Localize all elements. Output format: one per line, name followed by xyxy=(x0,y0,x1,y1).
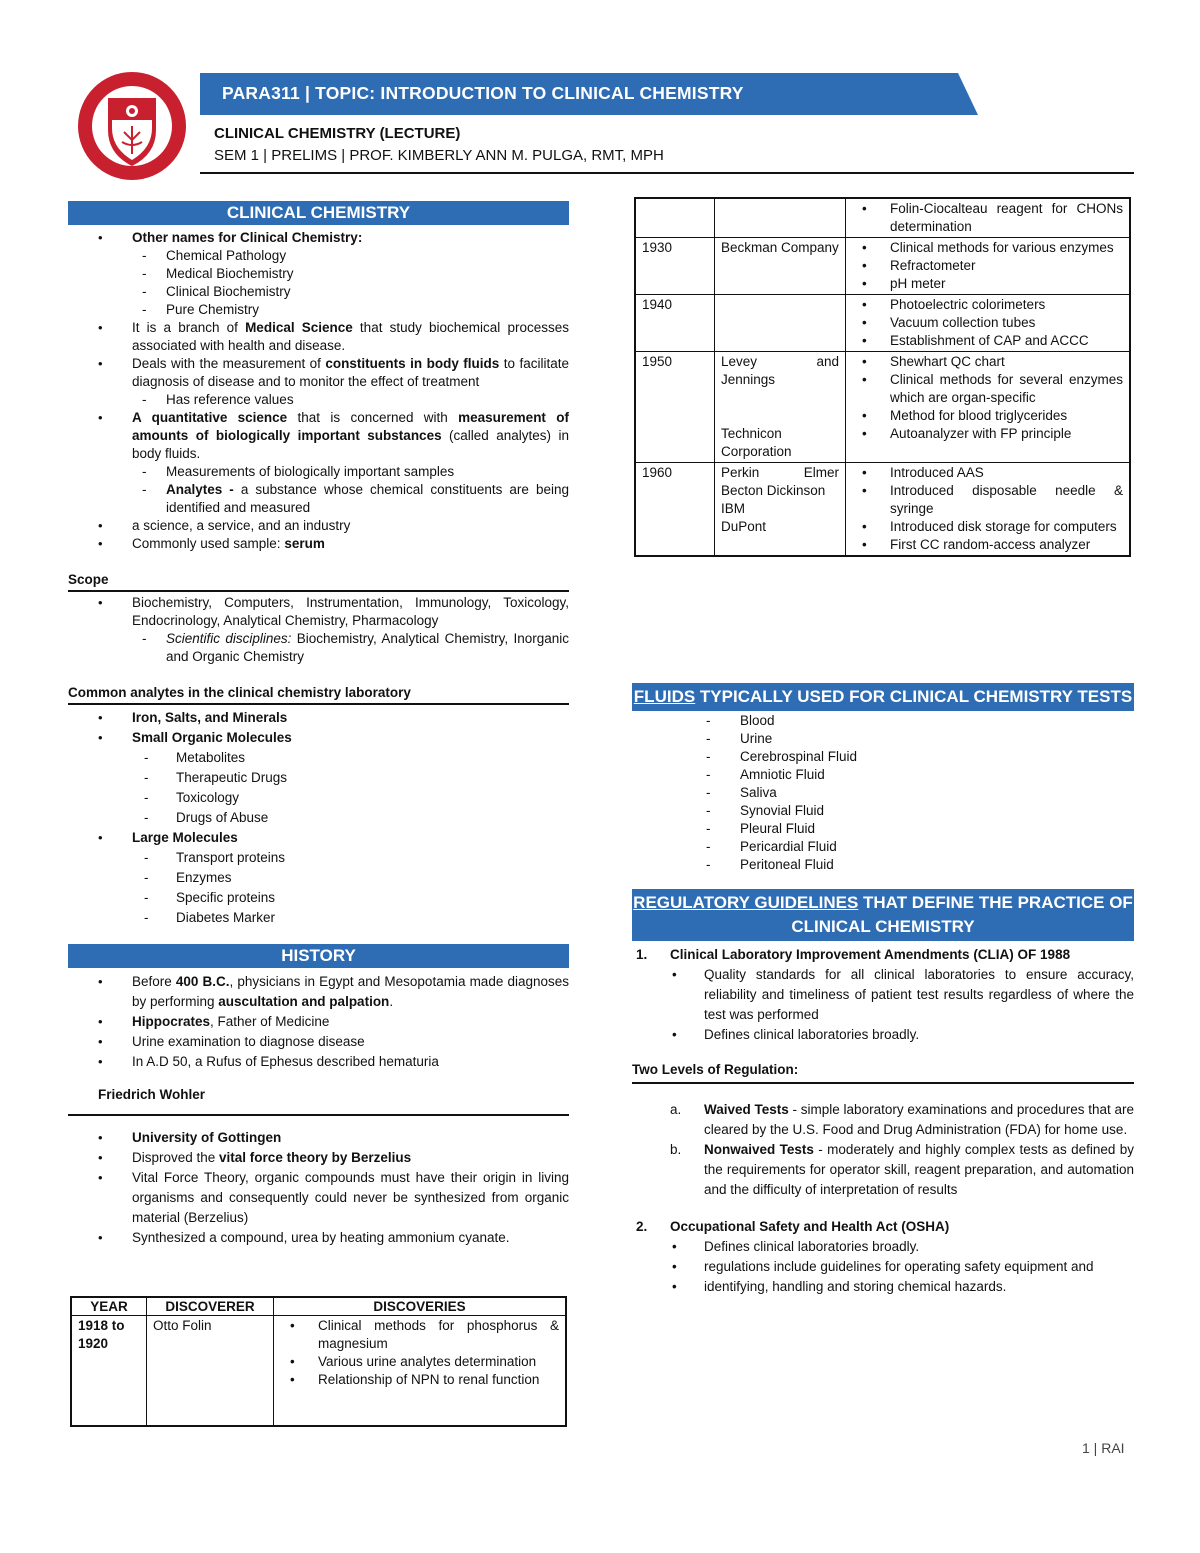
semester-professor-line: SEM 1 | PRELIMS | PROF. KIMBERLY ANN M. PULGA, RMT, MPH xyxy=(214,147,664,164)
table-cell-year: 1930 xyxy=(635,238,715,295)
table-row xyxy=(71,1316,566,1426)
right-column xyxy=(632,683,1134,1297)
list-item: - Diabetes Marker xyxy=(68,908,569,928)
list-item: • Commonly used sample: serum xyxy=(68,535,569,553)
table-row xyxy=(635,352,1130,463)
list-item: - Amniotic Fluid xyxy=(632,766,1134,784)
subheading-scope: Scope xyxy=(68,571,569,592)
section-title-history: HISTORY xyxy=(68,944,569,968)
list-item: • Clinical methods for several enzymes which are organ-specific xyxy=(852,371,1123,407)
list-item: • A quantitative science that is concerned with measurement of amounts of biologically important substances (called analytes) in body fluids. xyxy=(68,409,569,463)
list-item: • University of Gottingen xyxy=(68,1128,569,1148)
list-item: - Clinical Biochemistry xyxy=(68,283,569,301)
table-row xyxy=(635,463,1130,557)
university-seal-logo xyxy=(76,70,188,182)
table-cell-discoverer: Perkin Elmer Becton Dickinson IBM DuPont xyxy=(715,463,846,557)
list-item: - Synovial Fluid xyxy=(632,802,1134,820)
table-header-discoveries: DISCOVERIES xyxy=(274,1297,567,1316)
list-item: - Measurements of biologically important samples xyxy=(68,463,569,481)
list-item: - Chemical Pathology xyxy=(68,247,569,265)
list-item: • Photoelectric colorimeters xyxy=(852,296,1123,314)
history-discoveries-table xyxy=(70,1296,567,1427)
list-item: - Pericardial Fluid xyxy=(632,838,1134,856)
table-row xyxy=(635,295,1130,352)
list-item: • In A.D 50, a Rufus of Ephesus described hematuria xyxy=(68,1052,569,1072)
page-number-footer: 1 | RAI xyxy=(1082,1440,1125,1456)
list-item: - Medical Biochemistry xyxy=(68,265,569,283)
table-cell-discoveries xyxy=(846,463,1131,557)
list-item: • Other names for Clinical Chemistry: xyxy=(68,229,569,247)
table-cell-year: 1940 xyxy=(635,295,715,352)
table-cell-discoveries xyxy=(274,1316,567,1426)
list-item: • Disproved the vital force theory by Berzelius xyxy=(68,1148,569,1168)
list-item: • Hippocrates, Father of Medicine xyxy=(68,1012,569,1032)
section-title-fluids: FLUIDS TYPICALLY USED FOR CLINICAL CHEMISTRY TESTS xyxy=(632,683,1134,711)
list-item: - Saliva xyxy=(632,784,1134,802)
list-item: • Deals with the measurement of constituents in body fluids to facilitate diagnosis of disease and to monitor the effect of treatment xyxy=(68,355,569,391)
list-item: - Analytes - a substance whose chemical constituents are being identified and measured xyxy=(68,481,569,517)
list-item: • Vacuum collection tubes xyxy=(852,314,1123,332)
document-title: PARA311 | TOPIC: INTRODUCTION TO CLINICAL CHEMISTRY xyxy=(222,83,744,103)
table-header-year: YEAR xyxy=(71,1297,147,1316)
list-item: b. Nonwaived Tests - moderately and highly complex tests as defined by the requirements for operator skill, reagent preparation, and automation and the difficulty of interpretation of results xyxy=(670,1142,1135,1197)
list-item: • Introduced disk storage for computers xyxy=(852,518,1123,536)
list-item: - Peritoneal Fluid xyxy=(632,856,1134,874)
list-item: • Clinical methods for various enzymes xyxy=(852,239,1123,257)
list-item: • Introduced AAS xyxy=(852,464,1123,482)
list-item: - Blood xyxy=(632,712,1134,730)
list-item: • Clinical methods for phosphorus & magnesium xyxy=(280,1317,559,1353)
list-item: • Various urine analytes determination xyxy=(280,1353,559,1371)
table-cell-year: 1960 xyxy=(635,463,715,557)
list-item: 1. Clinical Laboratory Improvement Amendments (CLIA) OF 1988 xyxy=(636,947,1071,962)
table-row xyxy=(635,238,1130,295)
left-column xyxy=(68,201,569,1248)
course-name: CLINICAL CHEMISTRY (LECTURE) xyxy=(214,125,461,142)
list-item: - Specific proteins xyxy=(68,888,569,908)
list-item: • First CC random-access analyzer xyxy=(852,536,1123,554)
list-item: • Large Molecules xyxy=(68,828,569,848)
list-item: - Transport proteins xyxy=(68,848,569,868)
table-cell-discoveries xyxy=(846,295,1131,352)
list-item: • Synthesized a compound, urea by heating ammonium cyanate. xyxy=(68,1228,569,1248)
list-item: • Defines clinical laboratories broadly. xyxy=(632,1025,1134,1045)
list-item: • Shewhart QC chart xyxy=(852,353,1123,371)
table-cell-year: 1918 to 1920 xyxy=(71,1316,147,1426)
list-item: • Establishment of CAP and ACCC xyxy=(852,332,1123,350)
list-item: - Scientific disciplines: Biochemistry, Analytical Chemistry, Inorganic and Organic Chemistry xyxy=(68,630,569,666)
table-row xyxy=(635,198,1130,238)
list-item: • Iron, Salts, and Minerals xyxy=(68,708,569,728)
list-item: • a science, a service, and an industry xyxy=(68,517,569,535)
list-item: • Vital Force Theory, organic compounds must have their origin in living organisms and consequently could never be synthesized from organic material (Berzelius) xyxy=(68,1168,569,1228)
list-item: • Quality standards for all clinical laboratories to ensure accuracy, reliability and timeliness of patient test results regardless of where the test was performed xyxy=(632,965,1134,1025)
section-title-clinical-chemistry: CLINICAL CHEMISTRY xyxy=(68,201,569,225)
list-item: • Biochemistry, Computers, Instrumentation, Immunology, Toxicology, Endocrinology, Analytical Chemistry, Pharmacology xyxy=(68,594,569,630)
list-item: - Has reference values xyxy=(68,391,569,409)
subheading-friedrich-wohler: Friedrich Wohler xyxy=(68,1086,569,1116)
list-item: - Toxicology xyxy=(68,788,569,808)
table-cell-discoveries xyxy=(846,352,1131,463)
list-item: • Urine examination to diagnose disease xyxy=(68,1032,569,1052)
list-item: - Pure Chemistry xyxy=(68,301,569,319)
table-header-discoverer: DISCOVERER xyxy=(147,1297,274,1316)
table-cell-discoverer: Levey and Jennings Technicon Corporation xyxy=(715,352,846,463)
list-item: - Pleural Fluid xyxy=(632,820,1134,838)
table-cell-discoverer: Beckman Company xyxy=(715,238,846,295)
list-item: a. Waived Tests - simple laboratory examinations and procedures that are cleared by the U.S. Food and Drug Administration (FDA) for home use. xyxy=(670,1102,1134,1137)
subheading-common-analytes: Common analytes in the clinical chemistry laboratory xyxy=(68,684,569,705)
list-item: - Metabolites xyxy=(68,748,569,768)
list-item: • Method for blood triglycerides xyxy=(852,407,1123,425)
list-item: • It is a branch of Medical Science that study biochemical processes associated with health and disease. xyxy=(68,319,569,355)
list-item: • identifying, handling and storing chemical hazards. xyxy=(632,1277,1134,1297)
header-rule xyxy=(200,172,1134,174)
list-item: • Small Organic Molecules xyxy=(68,728,569,748)
table-cell-discoverer: Otto Folin xyxy=(147,1316,274,1426)
list-item: • Before 400 B.C., physicians in Egypt and Mesopotamia made diagnoses by performing auscultation and palpation. xyxy=(68,972,569,1012)
list-item: - Therapeutic Drugs xyxy=(68,768,569,788)
table-cell-discoveries xyxy=(846,238,1131,295)
list-item: • Autoanalyzer with FP principle xyxy=(852,425,1123,443)
subheading-two-levels: Two Levels of Regulation: xyxy=(632,1061,1134,1084)
list-item: • Defines clinical laboratories broadly. xyxy=(632,1237,1134,1257)
table-cell-year: 1950 xyxy=(635,352,715,463)
list-item: • regulations include guidelines for operating safety equipment and xyxy=(632,1257,1134,1277)
history-discoveries-table-continued xyxy=(634,197,1131,557)
list-item: • pH meter xyxy=(852,275,1123,293)
list-item: - Cerebrospinal Fluid xyxy=(632,748,1134,766)
list-item: • Refractometer xyxy=(852,257,1123,275)
list-item: - Urine xyxy=(632,730,1134,748)
list-item: • Folin-Ciocalteau reagent for CHONs determination xyxy=(852,200,1123,236)
list-item: • Introduced disposable needle & syringe xyxy=(852,482,1123,518)
list-item: - Enzymes xyxy=(68,868,569,888)
list-item: - Drugs of Abuse xyxy=(68,808,569,828)
list-item: • Relationship of NPN to renal function xyxy=(280,1371,559,1389)
list-item: 2. Occupational Safety and Health Act (OSHA) xyxy=(636,1219,950,1234)
section-title-regulatory: REGULATORY GUIDELINES THAT DEFINE THE PRACTICE OF CLINICAL CHEMISTRY xyxy=(632,889,1134,941)
